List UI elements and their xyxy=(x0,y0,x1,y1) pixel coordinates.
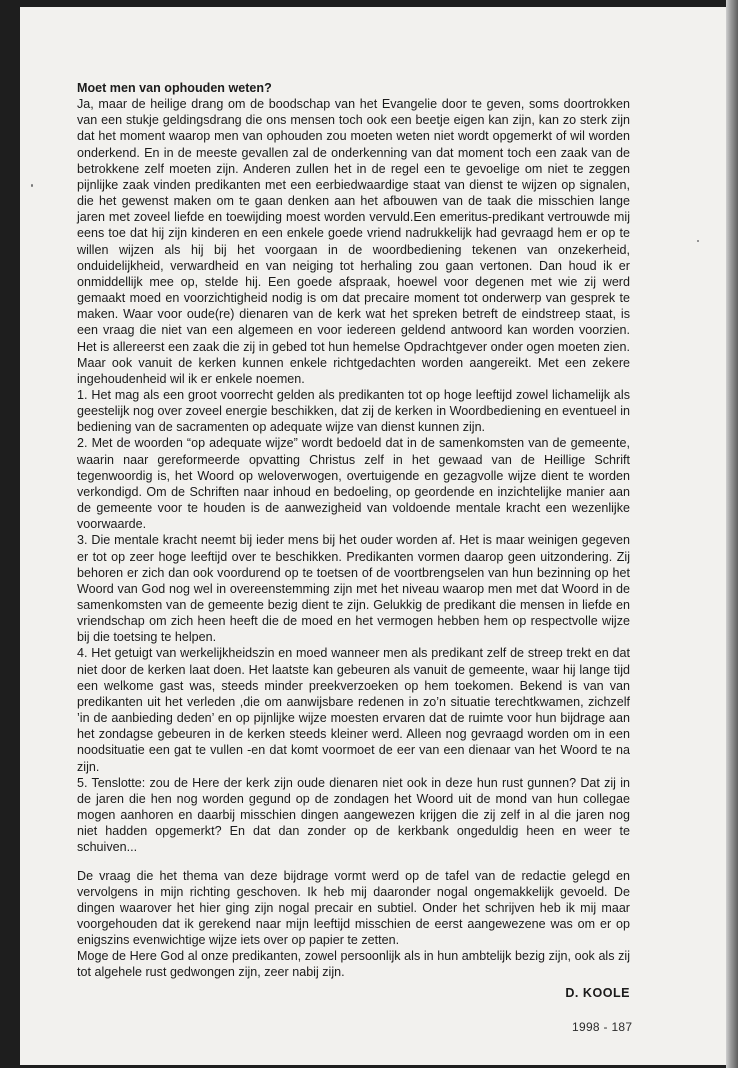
article-paragraph: Ja, maar de heilige drang om de boodschap van het Evangelie door te geven, soms doortrokken van een stukje geldingsdrang die ons mensen toch ook een beetje eigen kan zijn, kan zo sterk zijn dat het moment waarop men van ophouden zou moeten weten niet wordt opgemerkt of wil worden onderkend. En in de meeste gevallen zal de onderkenning van dat moment toch een zaak van de betrokkene zelf moeten zijn. Anderen zullen het in de regel een te gevoelige om niet te zeggen pijnlijke zaak vinden predikanten met een eerbiedwaardige staat van dienst te wijzen op signalen, die het gewenst maken om te gaan denken aan het afbouwen van de taak die misschien lange jaren met zoveel liefde en toewijding moest worden vervuld.Een emeritus-predikant vertrouwde mij eens toe dat hij zijn kinderen en een enkele goede vriend nadrukkelijk had gevraagd hem er op te willen wijzen als hij bij het voorgaan in de woordbediening tekenen van onzekerheid, onduidelijkheid, verwardheid en van neiging tot herhaling zou gaan vertonen. Dan houd ik er onmiddellijk mee op, stelde hij. Een goede afspraak, hoewel voor degenen met wie zij werd gemaakt moed en voorzichtigheid nodig is om dat precaire moment tot onderwerp van gesprek te maken. Waar voor oude(re) dienaren van de kerk wat het spreken betreft de eindstreep staat, is een vraag die niet van een algemeen en voor iedereen geldend antwoord kan worden voorzien. Het is allereerst een zaak die zij in gebed tot hun hemelse Opdrachtgever onder ogen moeten zien. Maar ook vanuit de kerken kunnen enkele richtgedachten worden aangereikt. Met een zekere ingehoudenheid wil ik er enkele noemen. xyxy=(77,97,630,386)
author-signature: D. KOOLE xyxy=(565,985,630,1000)
article-paragraph: 1. Het mag als een groot voorrecht gelden als predikanten tot op hoge leeftijd zowel lichamelijk als geestelijk nog over zoveel energie beschikken, dat zij de kerken in Woordbediening en eventueel in bediening van de sacramenten op adequate wijze van dienst kunnen zijn. xyxy=(77,387,630,435)
article-paragraph: 3. Die mentale kracht neemt bij ieder mens bij het ouder worden af. Het is maar weinigen gegeven er tot op zeer hoge leeftijd over te beschikken. Predikanten vormen daarop geen uitzondering. Zij behoren er zich dan ook voordurend op te toetsen of de voortbrengselen van hun bezinning op het Woord van God nog wel in overeenstemming zijn met het niveau waarop men met dat Woord in de samenkomsten van de gemeente bezig dient te zijn. Gelukkig de predikant die mensen in liefde en vriendschap om zich heen heeft die de moed en het vermogen hebben hem op respectvolle wijze bij die toetsing te helpen. xyxy=(77,533,630,645)
scan-speck xyxy=(697,240,699,242)
page-number: 1998 - 187 xyxy=(572,1020,633,1034)
scan-speck xyxy=(31,184,33,187)
article-heading: Moet men van ophouden weten? xyxy=(77,81,272,95)
article-body xyxy=(77,80,630,1001)
paragraph-spacer xyxy=(77,856,630,868)
closing-paragraph: Moge de Here God al onze predikanten, zowel persoonlijk als in hun ambtelijk bezig zijn, ook als zij tot algehele rust gedwongen zijn, zeer nabij zijn. xyxy=(77,949,630,980)
article-paragraph: 2. Met de woorden “op adequate wijze” wordt bedoeld dat in de samenkomsten van de gemeente, waarin naar gereformeerde opvatting Christus zelf in het gewaad van de Heillige Schrift tegenwoordig is, het Woord op weloverwogen, overtuigende en gezagvolle wijze dient te worden verkondigd. Om de Schriften naar inhoud en bedoeling, op geordende en inzichtelijke manier aan de gemeente voor te houden is de aanwezigheid van voldoende mentale kracht een wezenlijke voorwaarde. xyxy=(77,436,630,532)
page-binding-edge xyxy=(726,0,738,1068)
closing-paragraph: De vraag die het thema van deze bijdrage vormt werd op de tafel van de redactie gelegd en vervolgens in mijn richting geschoven. Ik heb mij daaronder nogal ongemakkelijk gevoeld. De dingen waarover het hier ging zijn nogal precair en subtiel. Onder het schrijven heb ik mij maar voorgehouden dat ik gerekend naar mijn leeftijd misschien de eerst aangewezene was om er op enigszins evenwichtige wijze iets over op papier te zetten. xyxy=(77,868,630,948)
article-paragraph: 5. Tenslotte: zou de Here der kerk zijn oude dienaren niet ook in deze hun rust gunnen? Dat zij in de jaren die hen nog worden gegund op de zondagen het Woord uit de mond van hun collegae mogen aanhoren en daarbij misschien dingen aangewezen krijgen die zij zelf in al die jaren nog niet hadden opgemerkt? En dat dan zonder op de kerkbank ongeduldig heen en weer te schuiven... xyxy=(77,775,630,855)
article-paragraph: 4. Het getuigt van werkelijkheidszin en moed wanneer men als predikant zelf de streep trekt en dat niet door de kerken laat doen. Het laatste kan gebeuren als vanuit de gemeente, waar hij lange tijd een welkome gast was, steeds minder preekverzoeken op hem toekomen. Bekend is van van predikanten uit het verleden ,die om aanwijsbare redenen in zo’n situatie terechtkwamen, zichzelf ’in de aanbieding deden’ en op pijnlijke wijze moesten ervaren dat de ruimte voor hun bijdrage aan het zondagse gebeuren in de kerken steeds kleiner werd. Alleen nog gevraagd worden om in een noodsituatie een gat te vullen -en dat komt voormoet de eer van een dienaar van het Woord te na zijn. xyxy=(77,646,630,774)
